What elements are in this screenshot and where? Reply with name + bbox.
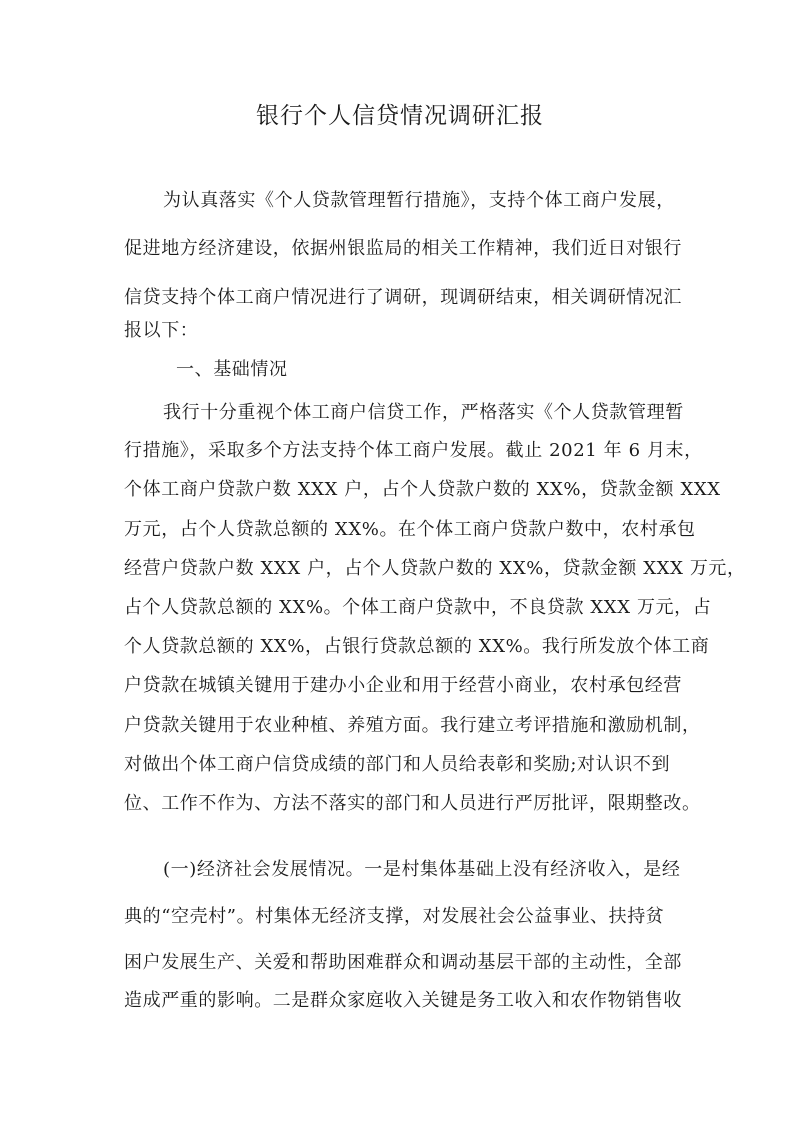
- paragraph-line: 我行十分重视个体工商户信贷工作，严格落实《个人贷款管理暂: [163, 402, 684, 423]
- paragraph-line: 典的“空壳村”。村集体无经济支撑，对发展社会公益事业、扶持贫: [124, 906, 665, 927]
- paragraph-line: 对做出个体工商户信贷成绩的部门和人员给表彰和奖励;对认识不到: [124, 754, 671, 775]
- document-title: 银行个人信贷情况调研汇报: [256, 103, 544, 129]
- paragraph-line: 行措施》，采取多个方法支持个体工商户发展。截止 2021 年 6 月末，: [124, 440, 703, 461]
- section-heading: 一、基础情况: [176, 359, 288, 380]
- paragraph-line: 报以下：: [124, 320, 199, 341]
- paragraph-line: 户贷款关键用于农业种植、养殖方面。我行建立考评措施和激励机制，: [124, 715, 701, 736]
- paragraph-line: 位、工作不作为、方法不落实的部门和人员进行严厉批评，限期整改。: [124, 793, 701, 814]
- paragraph-line: 户贷款在城镇关键用于建办小企业和用于经营小商业，农村承包经营: [124, 675, 682, 696]
- paragraph-line: 经营户贷款户数 XXX 户，占个人贷款户数的 XX%，贷款金额 XXX 万元，: [124, 558, 746, 579]
- paragraph-line: 个体工商户贷款户数 XXX 户，占个人贷款户数的 XX%，贷款金额 XXX: [124, 479, 721, 500]
- paragraph-line: 个人贷款总额的 XX%，占银行贷款总额的 XX%。我行所发放个体工商: [124, 636, 710, 657]
- paragraph-line: (一)经济社会发展情况。一是村集体基础上没有经济收入，是经: [163, 859, 681, 880]
- paragraph-line: 占个人贷款总额的 XX%。个体工商户贷款中，不良贷款 XXX 万元，占: [124, 597, 712, 618]
- paragraph-line: 造成严重的影响。二是群众家庭收入关键是务工收入和农作物销售收: [124, 990, 682, 1011]
- paragraph-line: 困户发展生产、关爱和帮助困难群众和调动基层干部的主动性，全部: [124, 952, 682, 973]
- paragraph-line: 信贷支持个体工商户情况进行了调研，现调研结束，相关调研情况汇: [124, 287, 682, 308]
- paragraph-line: 为认真落实《个人贷款管理暂行措施》，支持个体工商户发展，: [163, 190, 675, 211]
- paragraph-line: 促进地方经济建设，依据州银监局的相关工作精神，我们近日对银行: [124, 238, 682, 259]
- paragraph-line: 万元，占个人贷款总额的 XX%。在个体工商户贷款户数中，农村承包: [124, 519, 696, 540]
